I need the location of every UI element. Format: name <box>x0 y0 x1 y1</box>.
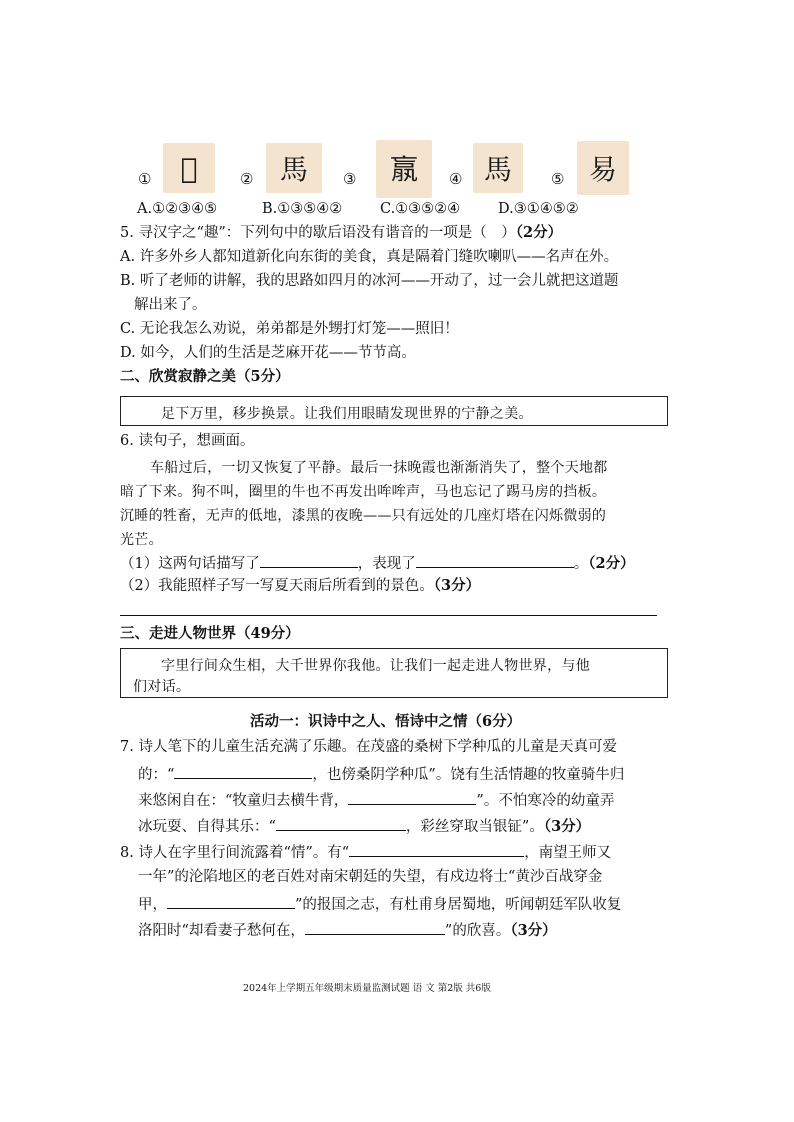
answer-blank[interactable] <box>305 920 445 935</box>
seal-script-glyph-1: 𢒪 <box>163 143 215 193</box>
q7-line4: 冰玩耍、自得其乐：“ ，彩丝穿取当银钲”。（3分） <box>138 818 591 835</box>
glyph-num-1: ① <box>138 170 152 188</box>
q6-stem: 6. 读句子，想画面。 <box>120 433 255 449</box>
q8-line3: 甲， ”的报国之志，有杜甫身居蜀地，听闻朝廷军队收复 <box>138 894 621 914</box>
answer-blank[interactable] <box>167 894 295 909</box>
q6-passage-line1: 车船过后，一切又恢复了平静。最后一抹晚霞也渐渐消失了，整个天地都 <box>150 460 608 476</box>
seal-script-glyph-5: 易 <box>577 141 629 195</box>
section-3-intro-line1: 字里行间众生相，大千世界你我他。让我们一起走进人物世界，与他 <box>161 658 590 674</box>
q6-passage-line3: 沉睡的牲畜，无声的低地，漆黑的夜晚——只有远处的几座灯塔在闪烁微弱的 <box>120 508 607 524</box>
q5-option-d: D. 如今，人们的生活是芝麻开花——节节高。 <box>120 345 416 361</box>
q6-sub1: （1）这两句话描写了 ，表现了 。（2分） <box>120 555 635 572</box>
glyph-num-5: ⑤ <box>551 170 565 188</box>
answer-blank[interactable] <box>260 553 358 568</box>
q8-line2: 一年”的沦陷地区的老百姓对南宋朝廷的失望，有戍边将士“黄沙百战穿金 <box>138 869 603 885</box>
glyph-num-2: ② <box>240 170 254 188</box>
section-2-intro-box <box>120 396 668 426</box>
section-3-title: 三、走进人物世界（49分） <box>120 625 300 642</box>
activity-1-title: 活动一：识诗中之人、悟诗中之情（6分） <box>250 713 522 730</box>
page-footer: 2024年上学期五年级期末质量监测试题 语 文 第2版 共6版 <box>243 983 491 994</box>
option-a: A.①②③④⑤ <box>137 201 218 217</box>
answer-blank[interactable] <box>174 764 312 779</box>
answer-blank[interactable] <box>416 553 574 568</box>
glyph-num-3: ③ <box>343 170 357 188</box>
q7-line2: 的：“ ，也傍桑阴学种瓜”。饶有生活情趣的牧童骑牛归 <box>138 764 624 784</box>
q6-passage-line4: 光芒。 <box>120 532 163 548</box>
q6-sub2: （2）我能照样子写一写夏天雨后所看到的景色。（3分） <box>120 577 481 594</box>
section-3-intro-line2: 们对话。 <box>133 679 191 695</box>
glyph-num-4: ④ <box>449 170 463 188</box>
answer-blank[interactable] <box>276 816 406 831</box>
q8-line4: 洛阳时“却看妻子愁何在， ”的欣喜。（3分） <box>138 922 557 939</box>
seal-script-glyph-2: 馬 <box>266 143 322 193</box>
seal-script-glyph-3: 𣎆 <box>376 140 432 198</box>
q5-stem: 5. 寻汉字之“趣”：下列句中的歇后语没有谐音的一项是（ ）（2分） <box>120 224 563 241</box>
q5-option-b-line2: 解出来了。 <box>134 297 207 313</box>
section-2-intro: 足下万里，移步换景。让我们用眼睛发现世界的宁静之美。 <box>161 406 533 422</box>
option-b: B.①③⑤④② <box>262 201 343 217</box>
q6-passage-line2: 暗了下来。狗不叫，圈里的牛也不再发出哞哞声，马也忘记了踢马房的挡板。 <box>120 484 607 500</box>
answer-blank[interactable] <box>348 790 476 805</box>
seal-script-glyph-4: 馬 <box>473 143 523 193</box>
q8-line1: 8. 诗人在字里行间流露着“情”。有“ ，南望王师又 <box>120 842 611 862</box>
q7-line1: 7. 诗人笔下的儿童生活充满了乐趣。在茂盛的桑树下学种瓜的儿童是天真可爱 <box>120 739 617 755</box>
section-3-intro-box <box>120 648 668 698</box>
answer-line[interactable] <box>120 615 657 616</box>
answer-blank[interactable] <box>349 842 524 857</box>
q5-option-b-line1: B. 听了老师的讲解，我的思路如四月的冰河——开动了，过一会儿就把这道题 <box>120 273 619 289</box>
section-2-title: 二、欣赏寂静之美（5分） <box>120 368 290 385</box>
q5-option-a: A. 许多外乡人都知道新化向东街的美食，真是隔着门缝吹喇叭——名声在外。 <box>120 249 619 265</box>
q7-line3: 来悠闲自在：“牧童归去横牛背， ”。不怕寒冷的幼童弄 <box>138 790 614 810</box>
option-c: C.①③⑤②④ <box>380 201 461 217</box>
option-d: D.③①④⑤② <box>498 201 579 217</box>
q5-option-c: C. 无论我怎么劝说，弟弟都是外甥打灯笼——照旧！ <box>120 321 459 337</box>
